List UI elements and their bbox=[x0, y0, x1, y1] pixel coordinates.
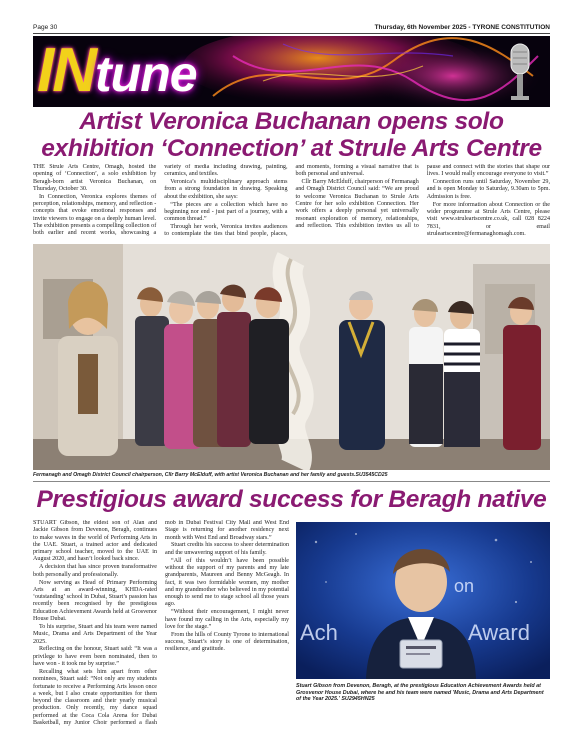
article2-body bbox=[33, 520, 289, 728]
article2-paragraph: A decision that has since proven transformative both personally and professionally. bbox=[33, 564, 157, 578]
article2-paragraph: Stuart credits his success to sheer determination and the unwavering support of his family. bbox=[165, 542, 289, 556]
article1-paragraph: Cllr Barry McElduff, chairperson of Fermanagh and Omagh District Council said: “We are proud to welcome Veronica Buchanan to Strule Arts Centre for her solo exhibition Connection. Her work offers a deeply personal yet universally resonant exploration of memory, relationships, and reflection. This exhibition invites us all to pause and connect with the stories that shape our lives. I would really encourage everyone to visit.” bbox=[295, 164, 550, 229]
article2-paragraph: Recalling what sets him apart from other nominees, Stuart said: “Not only are my students fortunate to receive a Performing Arts lesson once a week, but I also create opportunities for them beyond the classroom and their yearly musical production. Only recently, my dance squad performed at the Coca Cola Arena for Dubai Basketball, my Junior Choir performed a flash mob in Dubai Festival City Mall and West End Stage is returning for another residency next month with West End and Broadway stars.” bbox=[33, 520, 289, 726]
article2-paragraph: From the hills of County Tyrone to international success, Stuart’s story is one of determination, resilience, and gratitude. bbox=[165, 631, 289, 653]
article1-paragraph: “The pieces are a collection which have no beginning nor end - just part of a journey, with a common thread.” bbox=[164, 201, 288, 223]
intune-logo bbox=[37, 38, 197, 104]
backdrop-text-line1: on bbox=[454, 576, 475, 596]
article1-paragraph: THE Strule Arts Centre, Omagh, hosted the opening of ‘Connection’, a solo exhibition by Beragh-born artist Veronica Buchanan, on Thursday, October 30. bbox=[33, 164, 157, 192]
article1-photo-caption: Fermanagh and Omagh District Council chairperson, Cllr Barry McElduff, with artist Veronica Buchanan and her family and guests.SU3545CD25 bbox=[33, 472, 388, 478]
article2-paragraph: “Without their encouragement, I might never have found my calling in the Arts, especially my love for the stage.” bbox=[165, 609, 289, 630]
article1-body bbox=[33, 164, 550, 242]
award-photo-illustration bbox=[296, 522, 550, 679]
section-divider bbox=[33, 481, 550, 482]
award-winner-photo bbox=[296, 522, 550, 679]
exhibition-group-photo bbox=[33, 244, 550, 470]
article2-paragraph: Now serving as Head of Primary Performing Arts at an award-winning, KHDA-rated ‘outstanding’ school in Dubai, Stuart’s passion has recently been recognised by the prestigious Education Achievement Awards held at Grosvenor House Dubai. bbox=[33, 579, 157, 623]
article1-headline: Artist Veronica Buchanan opens solo exhibition ‘Connection’ at Strule Arts Centre bbox=[41, 108, 542, 162]
logo-tune-text: tune bbox=[95, 46, 197, 102]
issue-date-line: Thursday, 6th November 2025 - TYRONE CONSTITUTION bbox=[374, 24, 550, 31]
article2-photo-caption: Stuart Gibson from Devenon, Beragh, at the prestigious Education Achievement Awards held at Grosvenor House Dubai, where he and his team were named 'Music, Drama and Arts Department of the Year 2025.' SU2945HN25 bbox=[296, 683, 544, 703]
page-number: Page 30 bbox=[33, 24, 58, 31]
article2-paragraph: STUART Gibson, the eldest son of Alan and Jackie Gibson from Devenon, Beragh, continues to make waves in the world of Performing Arts in the UAE. Stuart, a trained actor and dedicated primary school teacher, moved to the UAE in August 2020, and hasn’t looked back since. bbox=[33, 520, 157, 563]
article2-paragraph: “All of this wouldn’t have been possible without the support of my parents and my late grandparents, Maureen and Benny McGeagh. In fact, it was two formidable women, my mother and my grandmother who believed in my potential enough to send me to stage school all those years ago. bbox=[165, 557, 289, 608]
article2-paragraph: To his surprise, Stuart and his team were named Music, Drama and Arts Department of the Year 2025. bbox=[33, 623, 157, 645]
page-header bbox=[33, 22, 550, 34]
article1-paragraph: Connection runs until Saturday, November 29, and is open Monday to Saturday, 9.30am to 5pm. Admission is free. bbox=[426, 179, 550, 200]
article1-paragraph: Through her work, Veronica invites audiences to contemplate the ties that bind people, places, and moments, forming a visual narrative that is both personal and universal. bbox=[164, 164, 419, 238]
backdrop-text-line3: Award bbox=[468, 620, 530, 645]
backdrop-text-line2: Ach bbox=[300, 620, 338, 645]
article1-paragraph: For more information about Connection or the wider programme at Strule Arts Centre, please visit www.struleartscentre.co.uk, call 028 8224 7831, or email struleartscentre@fermanaghomagh.com. bbox=[426, 201, 550, 237]
logo-in-text: IN bbox=[37, 36, 95, 105]
article2-paragraph: Reflecting on the honour, Stuart said: “It was a privilege to have even been nominated, then to have won - it took me by surprise.” bbox=[33, 646, 157, 668]
article1-paragraph: In Connection, Veronica explores themes of perception, relationships, memory, and reflection - concepts that evoke emotional responses and invite viewers to engage on a deeply human level. The exhibition presents a compelling collection of both earlier and recent works, showcasing a variety of media including drawing, painting, ceramics, and textiles. bbox=[33, 164, 288, 237]
intune-banner bbox=[33, 36, 550, 107]
group-photo-illustration bbox=[33, 244, 550, 470]
article1-paragraph: Veronica’s multidisciplinary approach stems from a strong foundation in drawing. Speaking about the exhibition, she says: bbox=[164, 179, 288, 200]
article2-headline: Prestigious award success for Beragh native bbox=[36, 486, 547, 513]
